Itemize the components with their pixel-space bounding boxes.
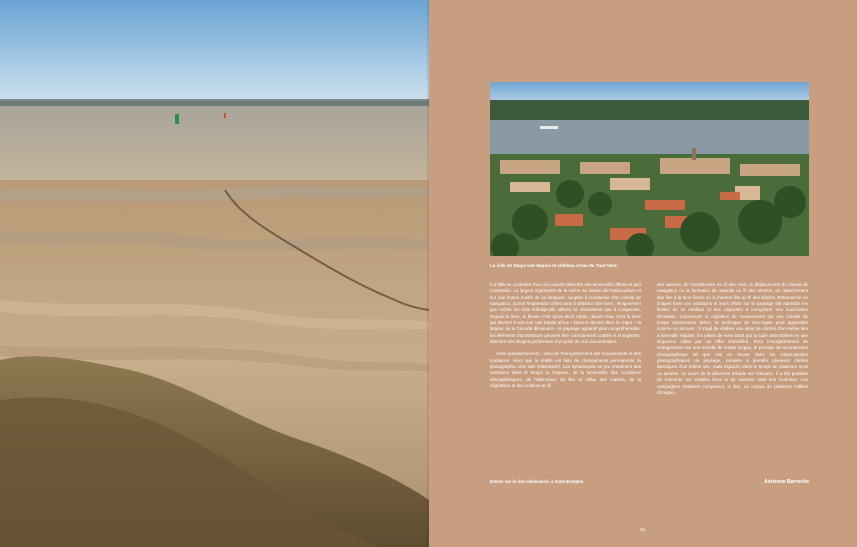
text-column-left bbox=[490, 282, 641, 396]
left-photo-caption: Estran sur la rive médocaine, à Saint-Estèphe. bbox=[490, 479, 585, 484]
text-column-right bbox=[657, 282, 808, 402]
page-number: 45 bbox=[640, 527, 646, 532]
author-signature: Adrienne Barroche bbox=[763, 479, 809, 485]
paragraph: Autre questionnement : celui de l'enregistrement des mouvements et des mutations. Alors que la réalité est faite de changements permanents, la photographie crée des instantanés. Les dynamiques en jeu entraînent des variations dans le temps et l'espace, de la luminosité, des conditions atmosphériques, de l'alternance du flux et reflux des marées, de la végétation et des cultures au fil bbox=[490, 351, 641, 389]
paragraph: Il a fallu se contenter d'un ciel couvert délivrant une luminosité diffuse et peu contrastée. La largeur importante de la rivière au niveau de l'embouchure et sur une bonne moitié de sa longueur, couplée à l'existence d'un chenal de navigation, donne l'impression d'être tenu à distance des rives ; éloignement que même les forts téléobjectifs utilisés ne réussissent pas à compenser. Depuis la terre, le fleuve n'est qu'un étroit ruban, depuis l'eau c'est la terre qui devient à son tour une bande ténue ! Dans le dernier tiers du trajet – la largeur de la Gironde diminuant – le paysage apparaît plus compréhensible, les éléments d'architecture peuvent être correctement cadrés et enregistrés, donnant des images pertinentes d'un point de vue documentaire. bbox=[490, 282, 641, 345]
photo-caption: La ville de Blaye vue depuis le château d'eau de Tout-Vent. bbox=[490, 263, 618, 268]
blaye-town-photo-image bbox=[490, 82, 809, 256]
paragraph: des saisons, de l'architecture au fil des mois, le déplacement du chenal de navigation ou la formation de vasards au fil des années, du rattachement des îles à la terre ferme ou à d'autres îles au fil des siècles. Retranscrire en images fixes ces variations et leurs effets sur le paysage fait atteindre les limites de ce médium et ses capacités à enregistrer une succession d'instants. Concernant la captation de mouvements sur une échelle de temps relativement brève, la technique du time-lapse peut apparaître comme un recours ; il s'agit de réaliser une série de clichés d'un même lieu à intervalle régulier, les prises de vues étant par la suite assemblées en une séquence vidéo par un effet d'accéléré. Pour l'enregistrement de changements sur une échelle de temps longue, le principe de reconduction photographique tel que mis en œuvre dans les Observatoires photographiques du paysage, consiste à prendre plusieurs clichés identiques d'un même site, mais espacés dans le temps de plusieurs mois ou années. Au cours de la décennie d'étude sur l'estuaire, il a été possible de retourner sur certains lieux et de mesurer ainsi leur évolution. Les campagnes réalisées composent, in fine, un corpus de plusieurs milliers d'images. bbox=[657, 282, 808, 395]
blaye-town-photo bbox=[490, 82, 809, 256]
